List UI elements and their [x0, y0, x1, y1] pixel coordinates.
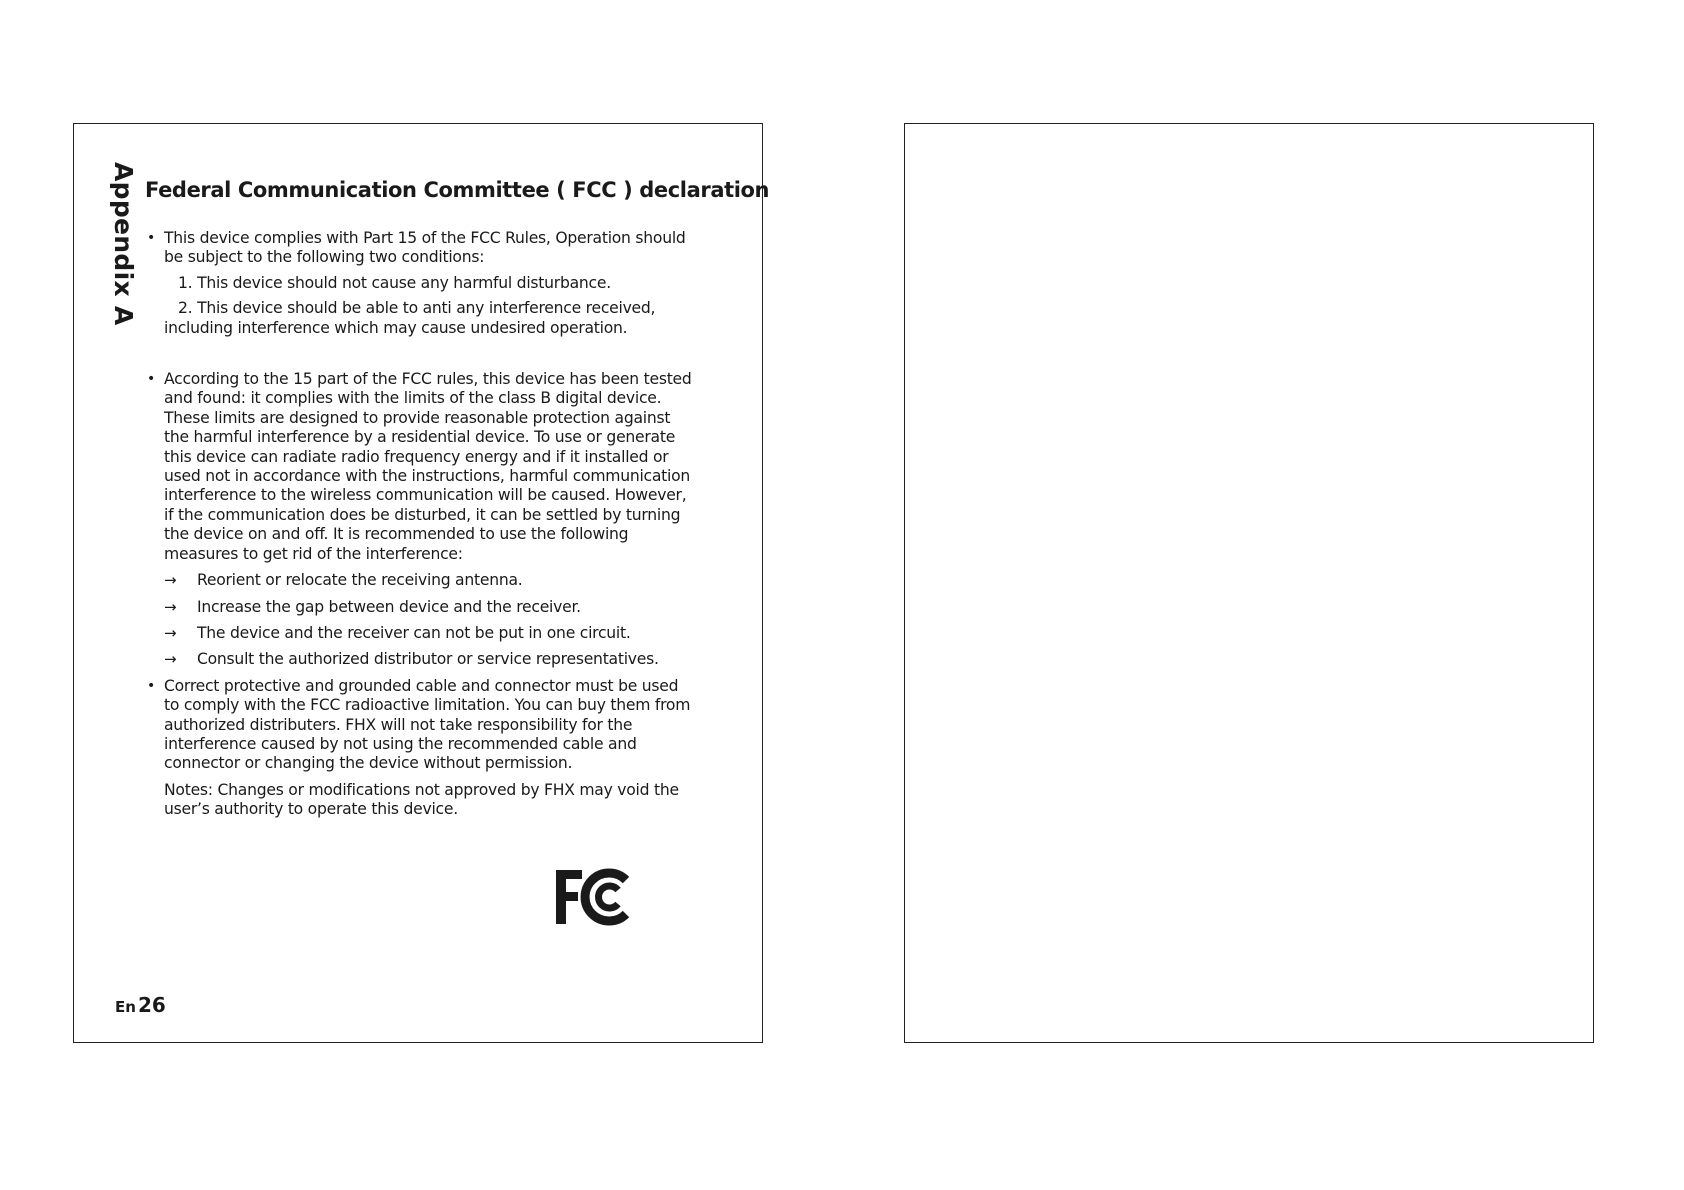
arrow-right-icon: → [164, 597, 177, 616]
condition-1: 1. This device should not cause any harmful disturbance. [178, 273, 611, 292]
bullet-part15 [147, 229, 697, 268]
measure-item [147, 624, 697, 643]
measure-text: Reorient or relocate the receiving antenna. [197, 571, 523, 590]
arrow-right-icon: → [164, 623, 177, 642]
bullet-fcc-rules [147, 370, 697, 564]
fcc-logo-icon [556, 868, 636, 926]
bullet-part15-text: This device complies with Part 15 of the FCC Rules, Operation should be subject to the following two conditions: [164, 229, 686, 267]
page-number-lang: En [115, 998, 136, 1016]
page-number-value: 26 [137, 993, 166, 1017]
fcc-logo-c-marks [585, 873, 626, 921]
condition-2-text: 2. This device should be able to anti any interference received, including interference which may cause undesired operation. [164, 299, 656, 337]
condition-2 [147, 299, 697, 338]
page-number [115, 993, 166, 1017]
page-title: Federal Communication Committee ( FCC ) declaration [145, 178, 770, 202]
measure-item [147, 650, 697, 669]
bullet-cable-text: Correct protective and grounded cable and connector must be used to comply with the FCC radioactive limitation. You can buy them from authorized distributers. FHX will not take responsibility for the interference caused by not using the recommended cable and connector or changing the device without permission. [164, 676, 691, 773]
measure-item [147, 571, 697, 590]
bullet-dot-icon: • [147, 230, 156, 246]
measure-text: Consult the authorized distributor or service representatives. [197, 650, 659, 669]
bullet-dot-icon: • [147, 371, 156, 388]
right-page-blank [904, 123, 1594, 1043]
measure-text: The device and the receiver can not be put in one circuit. [197, 623, 631, 642]
notes: Notes: Changes or modifications not approved by FHX may void the user’s authority to operate this device. [164, 780, 679, 819]
fcc-logo-mark [556, 870, 582, 924]
bullet-cable [147, 677, 697, 774]
arrow-right-icon: → [164, 571, 177, 590]
measure-text: Increase the gap between device and the receiver. [197, 597, 581, 616]
measure-item [147, 598, 697, 617]
appendix-side-label: Appendix A [109, 162, 138, 326]
bullet-dot-icon: • [147, 677, 156, 694]
bullet-fcc-rules-text: According to the 15 part of the FCC rules, this device has been tested and found: it complies with the limits of the class B digital device. These limits are designed to provide reasonable protection against the harmful interference by a residential device. To use or generate this device can radiate radio frequency energy and if it installed or used not in accordance with the instructions, harmful communication interference to the wireless communication will be caused. However, if the communication does be disturbed, it can be settled by turning the device on and off. It is recommended to use the following measures to get rid of the interference: [164, 370, 692, 563]
declaration-content [147, 229, 697, 820]
arrow-right-icon: → [164, 650, 177, 669]
